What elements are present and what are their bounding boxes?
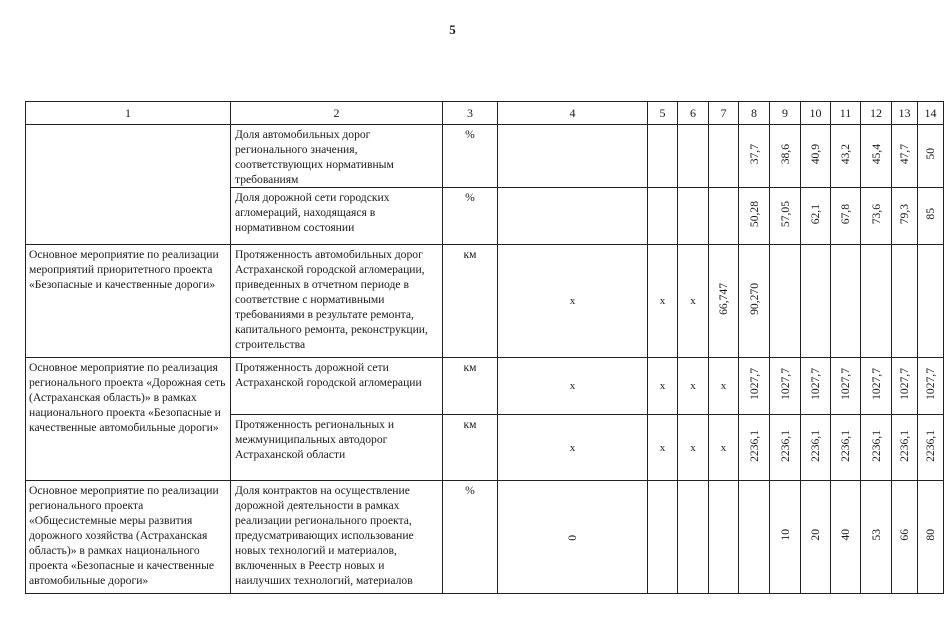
value-cell [801, 188, 831, 245]
value-cell [801, 481, 831, 594]
value-cell [892, 245, 918, 358]
value-text: x [690, 295, 696, 307]
value-cell [892, 415, 918, 481]
value-text: 38,6 [778, 143, 792, 165]
value-cell [831, 481, 861, 594]
unit-cell: км [443, 415, 498, 481]
value-cell [739, 358, 770, 415]
value-cell [648, 415, 678, 481]
value-cell [709, 125, 739, 188]
value-cell [648, 481, 678, 594]
value-cell [678, 481, 709, 594]
column-header: 5 [648, 102, 678, 125]
column-header: 13 [892, 102, 918, 125]
value-text: 80 [924, 529, 937, 541]
value-cell [498, 188, 648, 245]
value-cell [739, 125, 770, 188]
column-header: 9 [770, 102, 801, 125]
value-text: 2236,1 [869, 429, 883, 462]
indicator-cell: Протяженность региональных и межмуниципальных автодорог Астраханской области [231, 415, 443, 481]
value-text: 20 [809, 529, 822, 541]
indicators-table [25, 101, 944, 594]
column-header: 8 [739, 102, 770, 125]
value-cell [498, 415, 648, 481]
value-cell [709, 415, 739, 481]
indicator-cell: Доля дорожной сети городских агломераций, находящаяся в нормативном состоянии [231, 188, 443, 245]
value-cell [831, 188, 861, 245]
value-text: 1027,7 [898, 368, 911, 400]
indicator-cell: Доля контрактов на осуществление дорожной деятельности в рамках реализации регионального проекта, предусматривающих использование новых технологий и материалов, включенных в Реестр новых и наилучших технологий, материалов [231, 481, 443, 594]
unit-cell: км [443, 358, 498, 415]
value-text: x [659, 295, 666, 307]
value-text: 57,05 [778, 200, 792, 228]
value-text: 62,1 [809, 203, 822, 225]
value-cell [801, 125, 831, 188]
column-header: 12 [861, 102, 892, 125]
indicator-cell: Протяженность автомобильных дорог Астраханской городской агломерации, приведенных в отчетном периоде в соответствие с нормативными требованиями в результате ремонта, капитального ремонта, реконструкции, строительства [231, 245, 443, 358]
unit-cell: % [443, 125, 498, 188]
value-cell [918, 481, 944, 594]
value-cell [918, 188, 944, 245]
value-cell [739, 188, 770, 245]
value-text: 1027,7 [778, 368, 792, 400]
value-text: 66 [898, 529, 911, 541]
value-text: 10 [778, 529, 792, 541]
value-text: 2236,1 [747, 429, 761, 462]
column-header: 14 [918, 102, 944, 125]
value-cell [498, 125, 648, 188]
value-cell [770, 245, 801, 358]
value-cell [892, 188, 918, 245]
value-text: 66,747 [717, 283, 730, 315]
value-text: x [569, 441, 576, 454]
event-cell: Основное мероприятие по реализации регионального проекта «Общесистемные меры развития дорожного хозяйства (Астраханская область)» в рамках национального проекта «Безопасные и качественные автомобильные дороги» [26, 481, 231, 594]
value-text: 1027,7 [747, 368, 761, 400]
value-cell [892, 358, 918, 415]
value-cell [648, 125, 678, 188]
value-text: 1027,7 [924, 368, 937, 400]
table-row [26, 125, 944, 188]
value-text: x [690, 380, 696, 392]
value-cell [770, 415, 801, 481]
value-cell [831, 415, 861, 481]
value-text: 2236,1 [809, 429, 822, 462]
value-cell [709, 481, 739, 594]
value-cell [498, 481, 648, 594]
value-text: 2236,1 [898, 429, 911, 462]
unit-cell: % [443, 188, 498, 245]
value-cell [498, 245, 648, 358]
value-text: 73,6 [869, 203, 883, 225]
page-number: 5 [449, 22, 456, 37]
value-cell [678, 125, 709, 188]
value-cell [801, 415, 831, 481]
value-cell [831, 245, 861, 358]
value-cell [861, 245, 892, 358]
value-cell [918, 415, 944, 481]
column-header: 10 [801, 102, 831, 125]
value-cell [918, 125, 944, 188]
column-header: 6 [678, 102, 709, 125]
value-text: 40,9 [809, 143, 822, 165]
table-row [26, 481, 944, 594]
value-cell [801, 358, 831, 415]
column-header: 3 [443, 102, 498, 125]
value-cell [861, 125, 892, 188]
value-text: x [569, 380, 576, 392]
event-cell [26, 125, 231, 245]
value-cell [770, 125, 801, 188]
column-header: 2 [231, 102, 443, 125]
value-cell [770, 358, 801, 415]
event-cell: Основное мероприятие по реализации мероприятий приоритетного проекта «Безопасные и качественные дороги» [26, 245, 231, 358]
indicator-cell: Протяженность дорожной сети Астраханской городской агломерации [231, 358, 443, 415]
value-cell [861, 481, 892, 594]
value-text: 53 [869, 529, 883, 541]
value-text: x [659, 441, 666, 454]
value-text: 2236,1 [778, 429, 792, 462]
value-text: x [569, 295, 576, 307]
value-cell [709, 358, 739, 415]
column-header: 11 [831, 102, 861, 125]
value-text: 37,7 [747, 143, 761, 165]
value-text: 47,7 [898, 143, 911, 165]
value-text: 1027,7 [839, 368, 852, 400]
value-text: 50,28 [747, 200, 761, 228]
value-text: x [720, 441, 727, 454]
column-header: 1 [26, 102, 231, 125]
value-cell [678, 245, 709, 358]
value-text: x [720, 380, 727, 392]
value-cell [739, 481, 770, 594]
unit-cell: % [443, 481, 498, 594]
event-cell: Основное мероприятие по реализация регионального проекта «Дорожная сеть (Астраханская область)» в рамках национального проекта «Безопасные и качественные автомобильные дороги» [26, 358, 231, 481]
indicator-cell: Доля автомобильных дорог регионального значения, соответствующих нормативным требованиям [231, 125, 443, 188]
table-row [26, 358, 944, 415]
value-cell [918, 358, 944, 415]
unit-cell: км [443, 245, 498, 358]
value-cell [861, 188, 892, 245]
table-row [26, 245, 944, 358]
value-cell [892, 481, 918, 594]
value-text: x [690, 441, 696, 454]
value-cell [648, 358, 678, 415]
value-text: x [659, 380, 666, 392]
value-text: 40 [839, 529, 852, 541]
value-cell [709, 188, 739, 245]
value-cell [678, 358, 709, 415]
value-text: 1027,7 [869, 368, 883, 400]
value-cell [739, 415, 770, 481]
value-cell [739, 245, 770, 358]
value-text: 45,4 [869, 143, 883, 165]
value-cell [498, 358, 648, 415]
value-text: 1027,7 [809, 368, 822, 400]
value-cell [678, 188, 709, 245]
value-cell [801, 245, 831, 358]
value-text: 0 [566, 534, 579, 541]
value-text: 2236,1 [839, 429, 852, 462]
value-cell [709, 245, 739, 358]
value-text: 50 [924, 148, 937, 160]
value-text: 90,270 [747, 283, 761, 315]
value-cell [861, 415, 892, 481]
table-header-row [26, 102, 944, 125]
value-cell [770, 188, 801, 245]
value-text: 79,3 [898, 203, 911, 225]
value-cell [678, 415, 709, 481]
column-header: 4 [498, 102, 648, 125]
value-text: 43,2 [839, 143, 852, 165]
value-text: 67,8 [839, 203, 852, 225]
value-cell [861, 358, 892, 415]
value-cell [648, 245, 678, 358]
value-cell [892, 125, 918, 188]
value-text: 2236,1 [924, 429, 937, 462]
value-cell [831, 125, 861, 188]
value-cell [831, 358, 861, 415]
value-cell [648, 188, 678, 245]
value-cell [770, 481, 801, 594]
value-cell [918, 245, 944, 358]
value-text: 85 [924, 208, 937, 220]
column-header: 7 [709, 102, 739, 125]
